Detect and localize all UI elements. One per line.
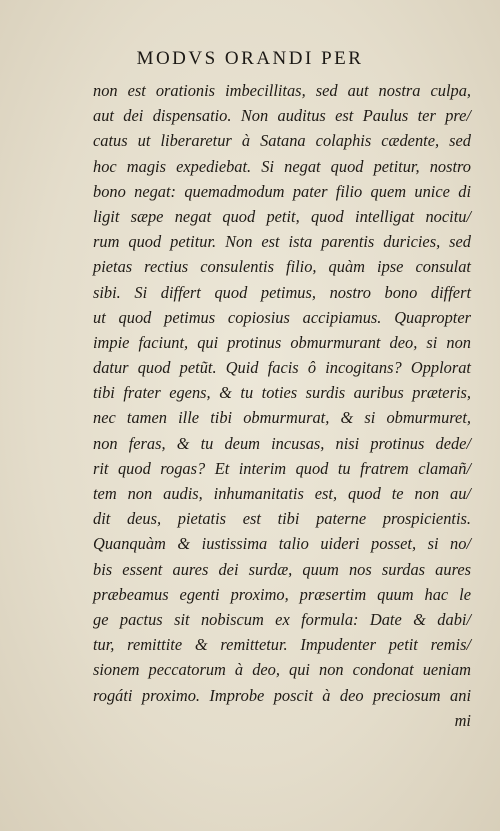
text-line: hoc magis expediebat. Si negat quod petitur, nostro <box>93 156 471 176</box>
text-line: pietas rectius consulentis filio, quàm ipse consulat <box>93 257 471 277</box>
text-line: datur quod petũt. Quid facis ô incogitans? Opplorat <box>93 358 471 378</box>
text-line: bono negat: quemadmodum pater filio quem unice di <box>93 181 471 201</box>
text-line: ut quod petimus copiosius accipiamus. Quapropter <box>93 307 471 327</box>
text-line: sibi. Si differt quod petimus, nostro bono differt <box>93 282 471 302</box>
text-line: non est orationis imbecillitas, sed aut nostra culpa, <box>93 81 471 100</box>
text-line: ligit sæpe negat quod petit, quod intelligat nocitu/ <box>93 206 471 226</box>
text-line: rogáti proximo. Improbe poscit à deo preciosum ani <box>93 685 471 705</box>
text-line: rum quod petitur. Non est ista parentis duricies, sed <box>93 232 471 252</box>
text-line: nec tamen ille tibi obmurmurat, & si obmurmuret, <box>93 408 471 428</box>
text-line: rit quod rogas? Et interim quod tu fratrem clamañ/ <box>93 458 471 478</box>
text-line: Quanquàm & iustissima talio uideri posset, si no/ <box>93 534 471 554</box>
text-line: ge pactus sit nobiscum ex formula: Date & dabi/ <box>93 609 471 629</box>
text-line: bis essent aures dei surdæ, quum nos surdas aures <box>93 559 471 579</box>
text-line: impie faciunt, qui protinus obmurmurant deo, si non <box>93 332 471 352</box>
text-line: tibi frater egens, & tu toties surdis auribus præteris, <box>93 383 471 403</box>
text-line: tur, remittite & remittetur. Impudenter petit remis/ <box>93 635 471 655</box>
body-text <box>93 78 471 733</box>
text-line: tem non audis, inhumanitatis est, quod te non au/ <box>93 484 471 503</box>
text-line: catus ut liberaretur à Satana colaphis cædente, sed <box>93 131 471 151</box>
text-line: sionem peccatorum à deo, qui non condonat ueniam <box>93 660 471 680</box>
text-line: aut dei dispensatio. Non auditus est Paulus ter pre/ <box>93 106 471 126</box>
running-head: MODVS ORANDI PER <box>136 48 364 69</box>
text-line: non feras, & tu deum incusas, nisi protinus dede/ <box>93 433 471 453</box>
catchword: mi <box>454 710 471 730</box>
text-line: præbeamus egenti proximo, præsertim quum hac le <box>93 584 471 604</box>
text-line: dit deus, pietatis est tibi paterne prospicientis. <box>93 509 471 529</box>
